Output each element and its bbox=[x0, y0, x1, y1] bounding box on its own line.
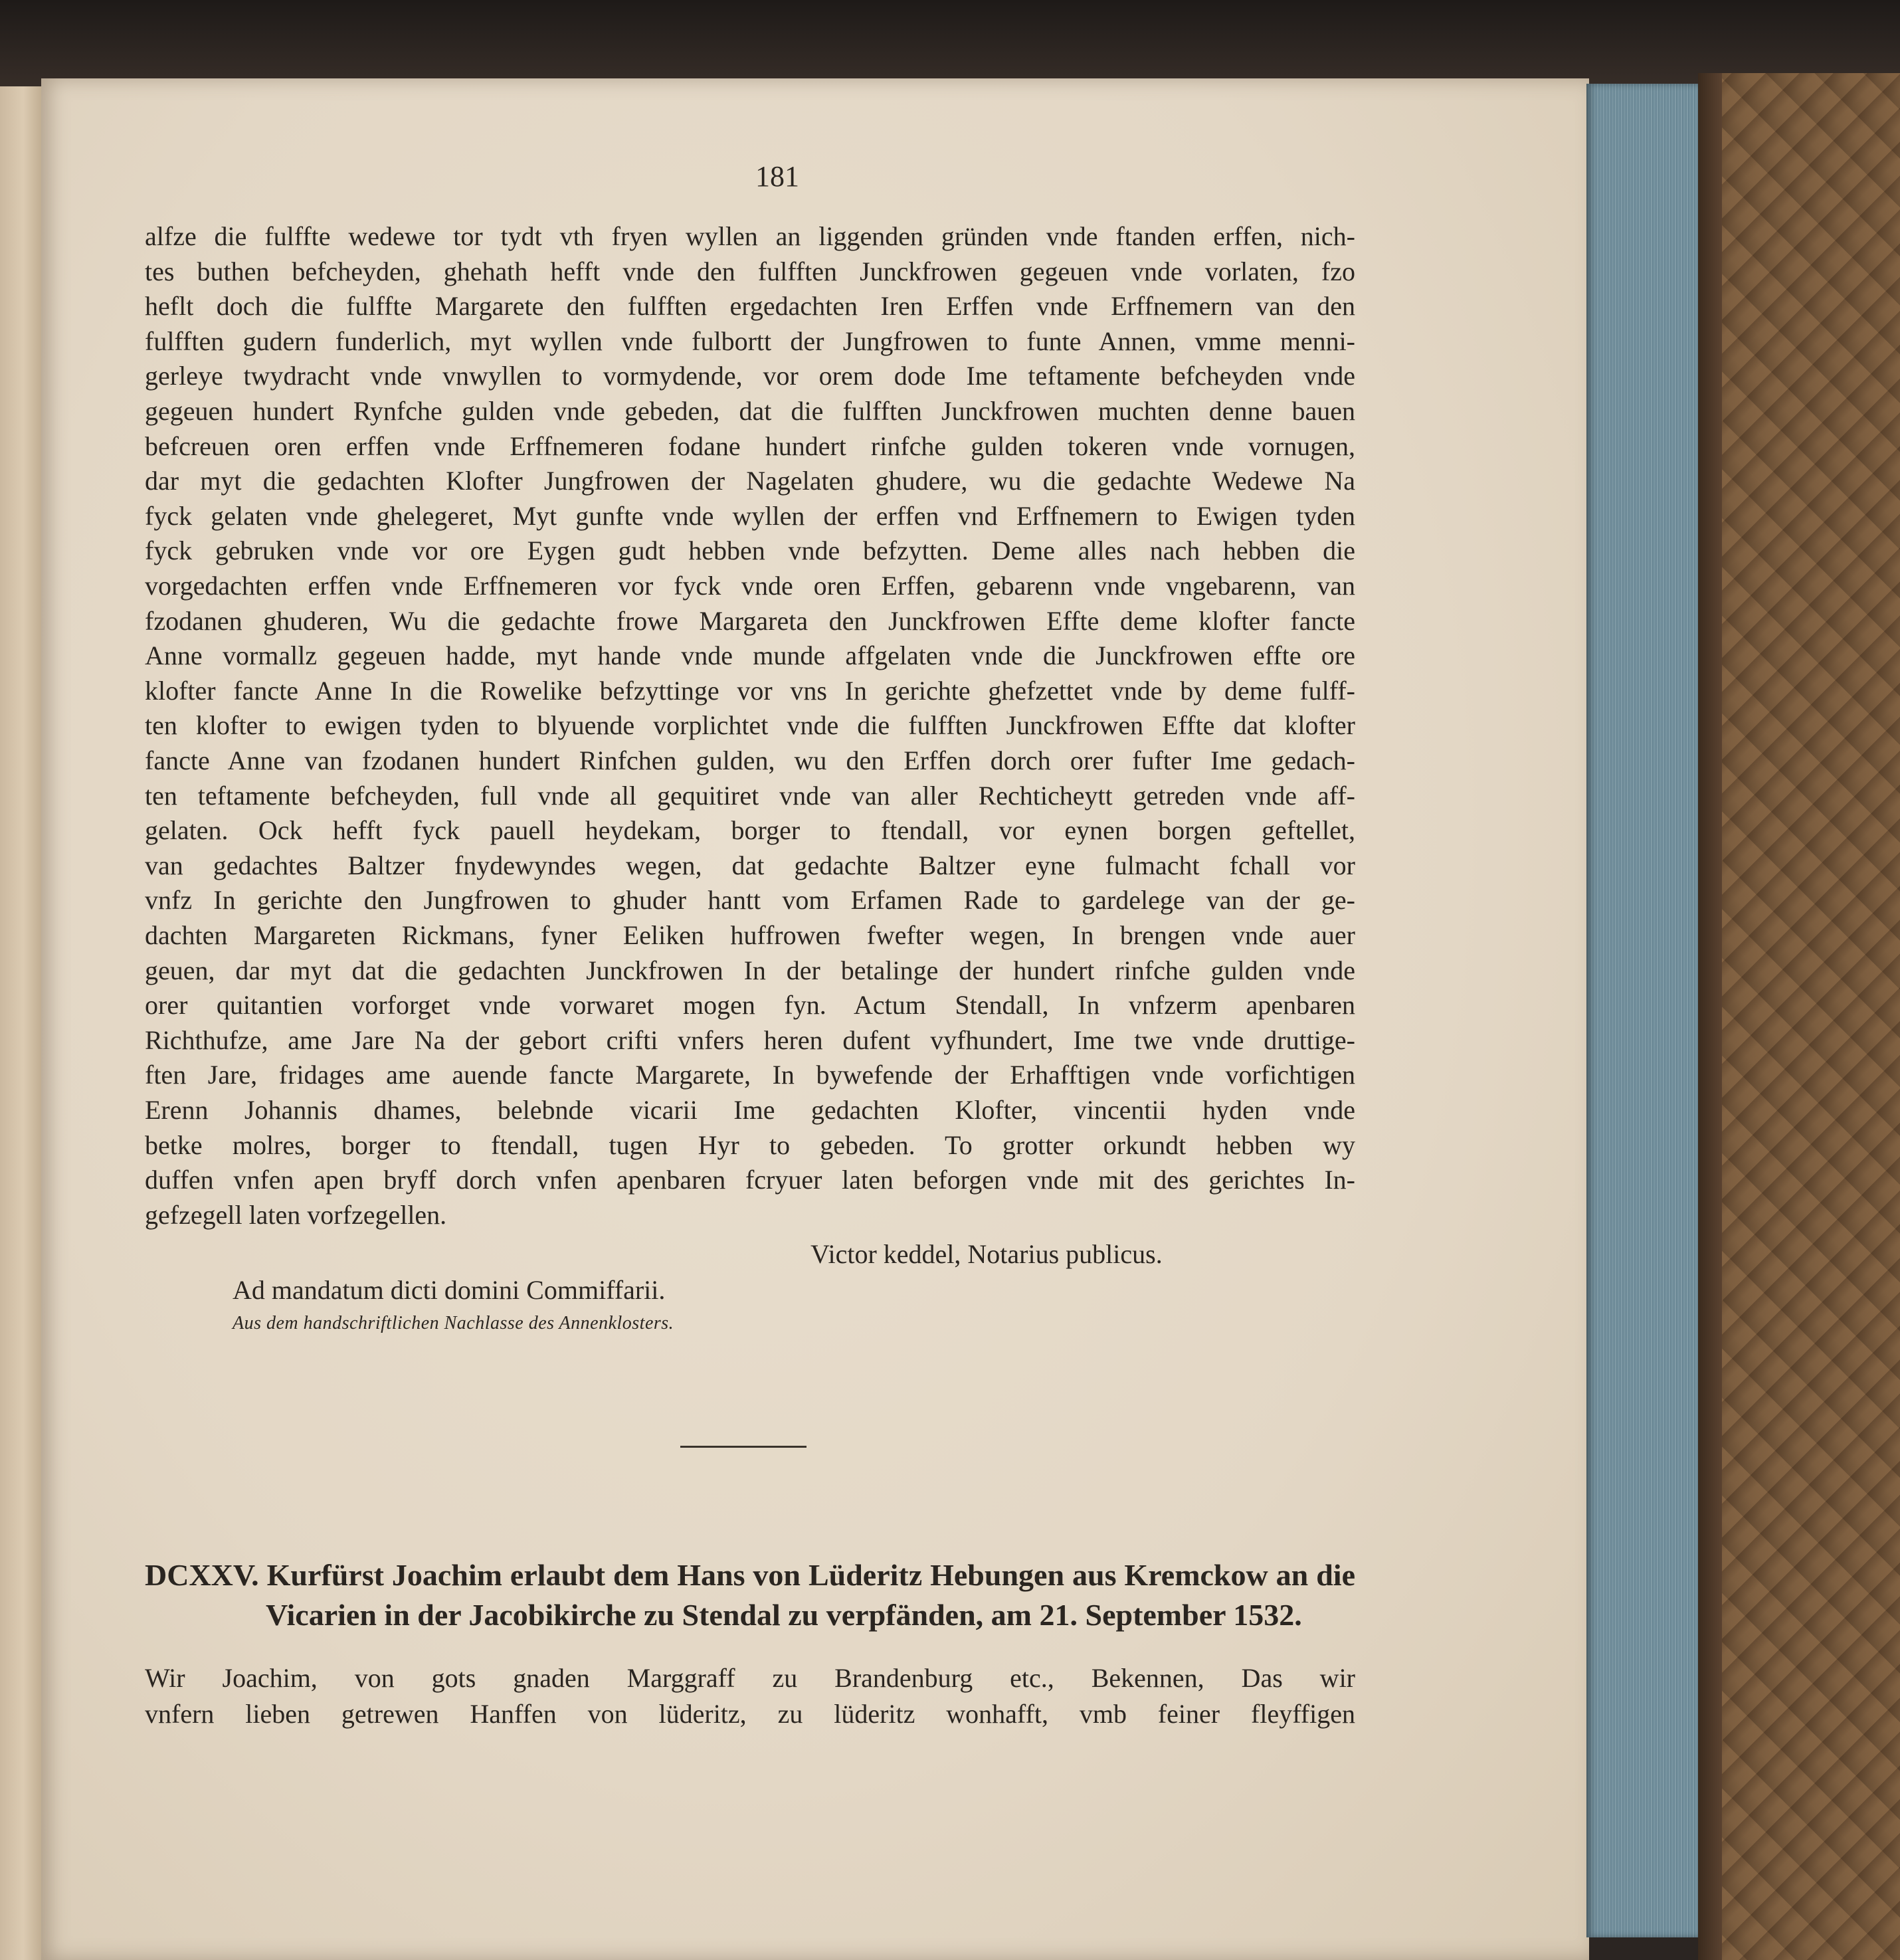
marbled-cover bbox=[1698, 73, 1900, 1960]
text-line: fancte Anne van fzodanen hundert Rinfchen gulden, wu den Erffen dorch orer fufter Ime gedach- bbox=[145, 745, 1355, 775]
notary-signature: Victor keddel, Notarius publicus. bbox=[810, 1239, 1163, 1269]
text-line: alfze die fulffte wedewe tor tydt vth fryen wyllen an liggenden gründen vnde ftanden erffen, nich- bbox=[145, 221, 1355, 251]
text-line: heflt doch die fulffte Margarete den fulfften ergedachten Iren Erffen vnde Erffnemern van den bbox=[145, 291, 1355, 322]
page-block-edge bbox=[1586, 84, 1699, 1937]
page-number: 181 bbox=[755, 160, 799, 193]
document-heading-line-2: Vicarien in der Jacobikirche zu Stendal zu verpfänden, am 21. September 1532. bbox=[266, 1598, 1302, 1632]
text-line: fzodanen ghuderen, Wu die gedachte frowe Margareta den Junckfrowen Effte deme klofter fancte bbox=[145, 605, 1355, 636]
mandate-line: Ad mandatum dicti domini Commiffarii. bbox=[233, 1275, 666, 1305]
text-line: fulfften gudern funderlich, myt wyllen vnde fulbortt der Jungfrowen to funte Annen, vmme menni- bbox=[145, 326, 1355, 356]
cover-binding bbox=[1698, 73, 1722, 1960]
text-line: tes buthen befcheyden, ghehath hefft vnde den fulfften Junckfrowen gegeuen vnde vorlaten, fzo bbox=[145, 256, 1355, 286]
text-line: fyck gelaten vnde ghelegeret, Myt gunfte vnde wyllen der erffen vnd Erffnemern to Ewigen tyden bbox=[145, 500, 1355, 531]
text-line: gerleye twydracht vnde vnwyllen to vormydende, vor orem dode Ime teftamente befcheyden vnde bbox=[145, 361, 1355, 391]
text-line: betke molres, borger to ftendall, tugen Hyr to gebeden. To grotter orkundt hebben wy bbox=[145, 1129, 1355, 1160]
text-line: Anne vormallz gegeuen hadde, myt hande vnde munde affgelaten vnde die Junckfrowen effte ore bbox=[145, 640, 1355, 671]
body-line-2: vnfern lieben getrewen Hanffen von lüderitz, zu lüderitz wonhafft, vmb feiner fleyffigen bbox=[145, 1699, 1355, 1729]
section-separator bbox=[680, 1446, 807, 1448]
text-line: Richthufze, ame Jare Na der gebort crifti vnfers heren dufent vyfhundert, Ime twe vnde druttige- bbox=[145, 1025, 1355, 1055]
text-line: vnfz In gerichte den Jungfrowen to ghuder hantt vom Erfamen Rade to gardelege van der ge- bbox=[145, 885, 1355, 916]
body-line-1: Wir Joachim, von gots gnaden Marggraff zu Brandenburg etc., Bekennen, Das wir bbox=[145, 1663, 1355, 1693]
text-line: gelaten. Ock hefft fyck pauell heydekam, borger to ftendall, vor eynen borgen geftellet, bbox=[145, 815, 1355, 846]
source-note: Aus dem handschriftlichen Nachlasse des Annenklosters. bbox=[233, 1313, 674, 1333]
text-line: geuen, dar myt dat die gedachten Junckfrowen In der betalinge der hundert rinfche gulden vnde bbox=[145, 955, 1355, 985]
text-line: van gedachtes Baltzer fnydewyndes wegen, dat gedachte Baltzer eyne fulmacht fchall vor bbox=[145, 850, 1355, 880]
text-line: vorgedachten erffen vnde Erffnemeren vor fyck vnde oren Erffen, gebarenn vnde vngebarenn, van bbox=[145, 571, 1355, 601]
text-line: Erenn Johannis dhames, belebnde vicarii Ime gedachten Klofter, vincentii hyden vnde bbox=[145, 1095, 1355, 1125]
text-line: fyck gebruken vnde vor ore Eygen gudt hebben vnde befzytten. Deme alles nach hebben die bbox=[145, 536, 1355, 566]
text-line: dachten Margareten Rickmans, fyner Eeliken huffrowen fwefter wegen, In brengen vnde auer bbox=[145, 920, 1355, 950]
document-heading-line-1: DCXXV. Kurfürst Joachim erlaubt dem Hans von Lüderitz Hebungen aus Kremckow an die bbox=[145, 1558, 1355, 1592]
text-line: gefzegell laten vorfzegellen. bbox=[145, 1199, 447, 1230]
text-line: duffen vnfen apen bryff dorch vnfen apenbaren fcryuer laten beforgen vnde mit des gerichtes In- bbox=[145, 1165, 1355, 1195]
text-line: dar myt die gedachten Klofter Jungfrowen der Nagelaten ghudere, wu die gedachte Wedewe Na bbox=[145, 466, 1355, 496]
text-line: klofter fancte Anne In die Rowelike befzyttinge vor vns In gerichte ghefzettet vnde by deme fulff- bbox=[145, 675, 1355, 706]
text-line: ften Jare, fridages ame auende fancte Margarete, In bywefende der Erhafftigen vnde vorfichtigen bbox=[145, 1060, 1355, 1090]
text-line: gegeuen hundert Rynfche gulden vnde gebeden, dat die fulfften Junckfrowen muchten denne bauen bbox=[145, 396, 1355, 426]
text-line: ten klofter to ewigen tyden to blyuende vorplichtet vnde die fulfften Junckfrowen Effte dat klofter bbox=[145, 710, 1355, 741]
text-line: orer quitantien vorforget vnde vorwaret mogen fyn. Actum Stendall, In vnfzerm apenbaren bbox=[145, 990, 1355, 1021]
text-line: ten teftamente befcheyden, full vnde all gequitiret vnde van aller Rechticheytt getreden vnde aff- bbox=[145, 780, 1355, 811]
text-line: befcreuen oren erffen vnde Erffnemeren fodane hundert rinfche gulden tokeren vnde vornugen, bbox=[145, 431, 1355, 461]
